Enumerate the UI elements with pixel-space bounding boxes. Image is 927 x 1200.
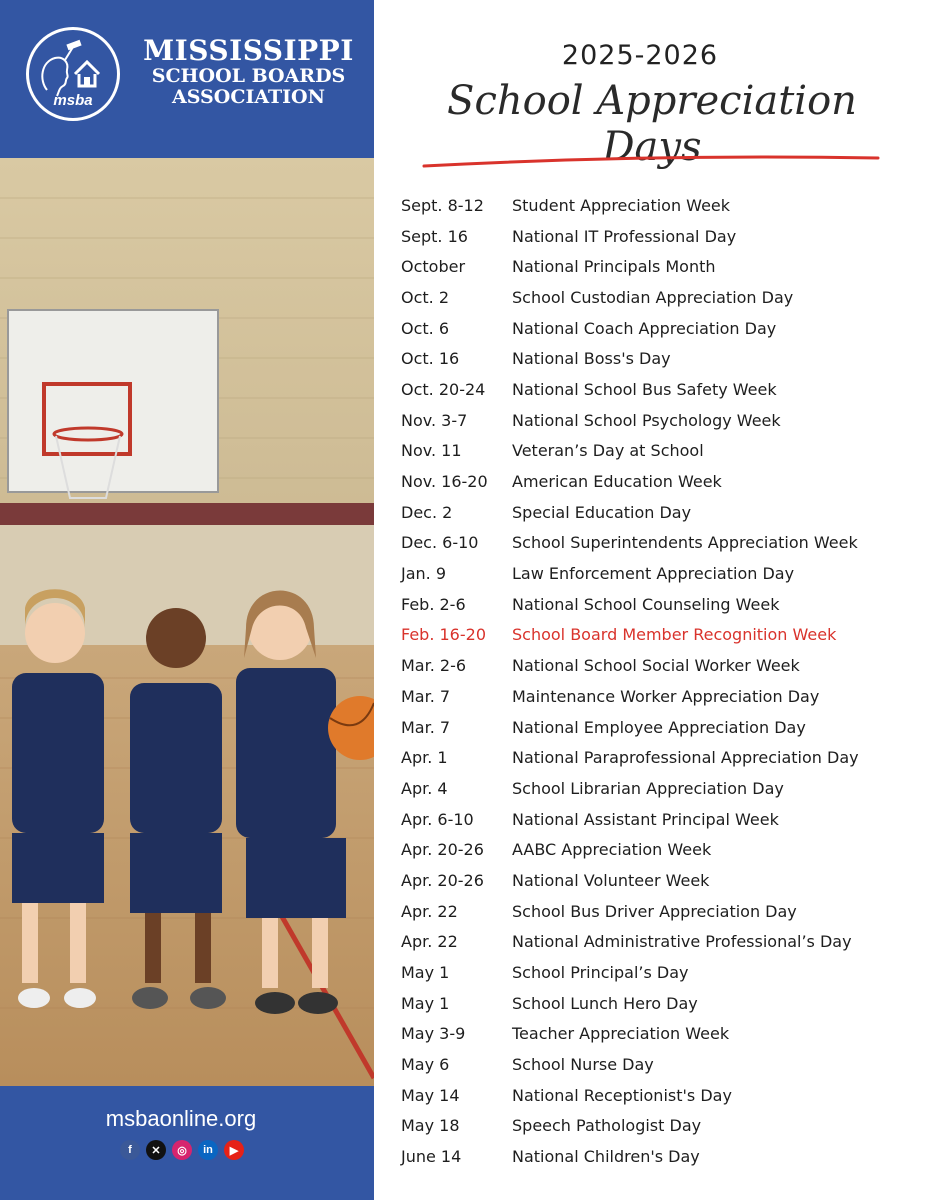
org-name [126, 36, 371, 107]
event-date: May 1 [401, 963, 450, 983]
list-item [401, 988, 911, 1019]
event-date: Mar. 2-6 [401, 656, 467, 676]
event-date: Nov. 3-7 [401, 410, 468, 430]
event-date: Apr. 6-10 [401, 809, 474, 829]
event-name: National Volunteer Week [512, 870, 710, 890]
event-name: Law Enforcement Appreciation Day [512, 564, 795, 584]
event-name: National IT Professional Day [512, 226, 737, 246]
list-item [401, 1049, 911, 1080]
event-name: National Coach Appreciation Day [512, 318, 777, 338]
event-name: National Children's Day [512, 1147, 700, 1167]
event-name: American Education Week [512, 472, 722, 492]
event-date: Apr. 20-26 [401, 840, 484, 860]
facebook-icon[interactable]: f [120, 1140, 140, 1160]
event-date: Feb. 16-20 [401, 625, 486, 645]
event-date: Oct. 6 [401, 318, 450, 338]
list-item [401, 313, 911, 344]
event-name: AABC Appreciation Week [512, 840, 712, 860]
msba-logo [26, 27, 120, 121]
event-date: May 18 [401, 1116, 460, 1136]
list-item [401, 558, 911, 589]
event-date: Dec. 6-10 [401, 533, 479, 553]
list-item [401, 1019, 911, 1050]
event-date: Apr. 4 [401, 778, 448, 798]
list-item [401, 1111, 911, 1142]
website-link[interactable]: msbaonline.org [105, 1106, 257, 1131]
event-name: Maintenance Worker Appreciation Day [512, 686, 820, 706]
event-date: Nov. 11 [401, 441, 462, 461]
x-icon[interactable]: ✕ [146, 1140, 166, 1160]
event-name: School Librarian Appreciation Day [512, 778, 784, 798]
logo-text: msba [53, 92, 93, 109]
list-item [401, 497, 911, 528]
event-date: May 3-9 [401, 1024, 466, 1044]
event-name: School Nurse Day [512, 1055, 654, 1075]
event-name: School Principal’s Day [512, 963, 689, 983]
event-name: School Custodian Appreciation Day [512, 287, 794, 307]
list-item [401, 221, 911, 252]
list-item [401, 251, 911, 282]
event-date: May 14 [401, 1085, 460, 1105]
list-item [401, 742, 911, 773]
event-date: May 6 [401, 1055, 450, 1075]
event-name: National Employee Appreciation Day [512, 717, 806, 737]
event-date: Feb. 2-6 [401, 594, 466, 614]
events-list [401, 190, 911, 1172]
event-date: Jan. 9 [401, 564, 447, 584]
list-item [401, 804, 911, 835]
event-date: Oct. 2 [401, 287, 450, 307]
list-item [401, 896, 911, 927]
event-name: National School Counseling Week [512, 594, 780, 614]
event-name: National Receptionist's Day [512, 1085, 732, 1105]
event-name: School Lunch Hero Day [512, 993, 698, 1013]
event-date: Mar. 7 [401, 717, 451, 737]
event-name: School Board Member Recognition Week [512, 625, 837, 645]
event-date: Sept. 16 [401, 226, 468, 246]
event-date: Sept. 8-12 [401, 195, 484, 215]
event-date: Oct. 16 [401, 349, 460, 369]
event-date: Dec. 2 [401, 502, 453, 522]
list-item [401, 282, 911, 313]
youtube-icon[interactable]: ▶ [224, 1140, 244, 1160]
event-name: Special Education Day [512, 502, 692, 522]
org-name-line2: SCHOOL BOARDS [151, 65, 346, 88]
instagram-icon[interactable]: ◎ [172, 1140, 192, 1160]
year-heading: 2025-2026 [561, 40, 719, 71]
event-date: Apr. 20-26 [401, 870, 484, 890]
event-name: Speech Pathologist Day [512, 1116, 702, 1136]
list-item [401, 589, 911, 620]
event-name: National Administrative Professional’s Day [512, 932, 852, 952]
left-column [0, 0, 374, 1200]
students-photo [0, 158, 374, 1086]
event-date: October [401, 257, 466, 277]
event-date: Apr. 1 [401, 748, 448, 768]
social-icons [120, 1140, 244, 1160]
event-name: National Principals Month [512, 257, 716, 277]
event-name: National School Bus Safety Week [512, 379, 777, 399]
list-item [401, 405, 911, 436]
title-underline [422, 150, 882, 170]
event-date: June 14 [401, 1147, 462, 1167]
event-name: School Superintendents Appreciation Week [512, 533, 858, 553]
list-item [401, 773, 911, 804]
list-item [401, 712, 911, 743]
header-band [0, 0, 374, 158]
list-item [401, 957, 911, 988]
event-date: Mar. 7 [401, 686, 451, 706]
list-item [401, 681, 911, 712]
list-item [401, 927, 911, 958]
event-name: National Boss's Day [512, 349, 671, 369]
list-item [401, 374, 911, 405]
list-item [401, 190, 911, 221]
list-item [401, 528, 911, 559]
event-date: Apr. 22 [401, 901, 458, 921]
page-title: School Appreciation Days [447, 78, 857, 170]
list-item [401, 650, 911, 681]
org-name-line1: MISSISSIPPI [143, 34, 354, 67]
event-name: Veteran’s Day at School [512, 441, 704, 461]
org-name-line3: ASSOCIATION [172, 85, 325, 108]
event-name: Student Appreciation Week [512, 195, 731, 215]
list-item [401, 343, 911, 374]
list-item [401, 1141, 911, 1172]
list-item [401, 865, 911, 896]
event-name: School Bus Driver Appreciation Day [512, 901, 797, 921]
list-item [401, 436, 911, 467]
event-name: National School Social Worker Week [512, 656, 800, 676]
list-item [401, 466, 911, 497]
event-name: National Paraprofessional Appreciation Day [512, 748, 859, 768]
event-name: Teacher Appreciation Week [512, 1024, 730, 1044]
event-date: Oct. 20-24 [401, 379, 486, 399]
list-item [401, 620, 911, 651]
event-name: National Assistant Principal Week [512, 809, 779, 829]
list-item [401, 1080, 911, 1111]
linkedin-icon[interactable]: in [198, 1140, 218, 1160]
event-date: Nov. 16-20 [401, 472, 488, 492]
event-date: May 1 [401, 993, 450, 1013]
list-item [401, 834, 911, 865]
event-date: Apr. 22 [401, 932, 458, 952]
event-name: National School Psychology Week [512, 410, 781, 430]
